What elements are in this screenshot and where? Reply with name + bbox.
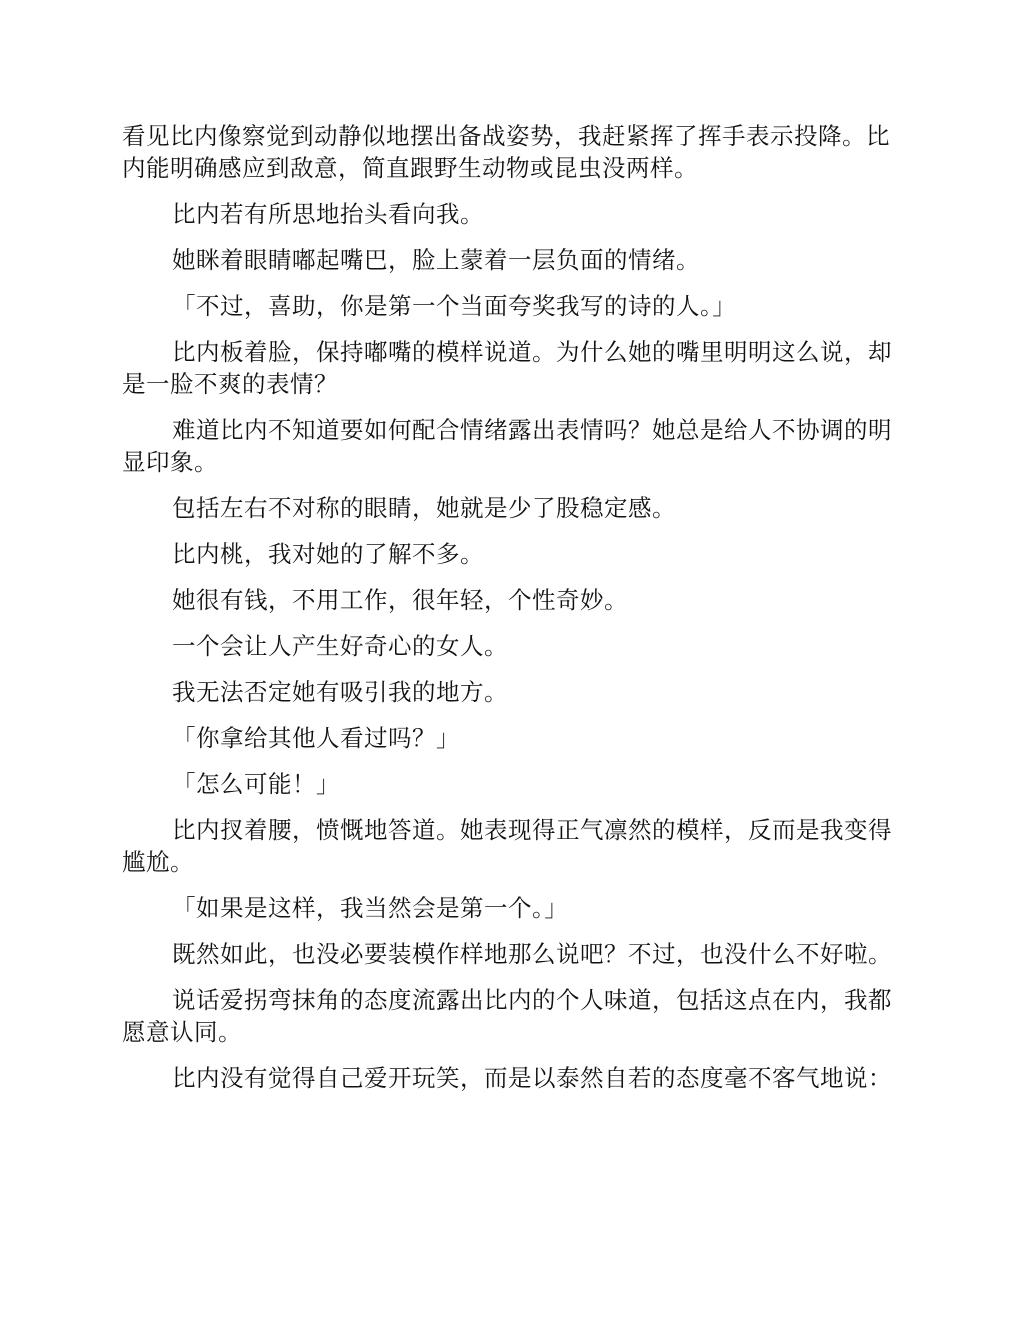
paragraph: 她眯着眼睛嘟起嘴巴，脸上蒙着一层负面的情绪。 <box>172 246 700 274</box>
paragraph: 比内若有所思地抬头看向我。 <box>172 200 484 228</box>
paragraph: 既然如此，也没必要装模作样地那么说吧？不过，也没什么不好啦。 <box>172 940 892 968</box>
paragraph: 包括左右不对称的眼睛，她就是少了股稳定感。 <box>172 494 676 522</box>
paragraph: 她很有钱，不用工作，很年轻，个性奇妙。 <box>172 586 628 614</box>
paragraph: 说话爱拐弯抹角的态度流露出比内的个人味道，包括这点在内，我都愿意认同。 <box>122 986 892 1046</box>
paragraph: 比内板着脸，保持嘟嘴的模样说道。为什么她的嘴里明明这么说，却是一脸不爽的表情？ <box>122 338 892 398</box>
paragraph: 比内扠着腰，愤慨地答道。她表现得正气凛然的模样，反而是我变得尴尬。 <box>122 816 892 876</box>
dialogue-paragraph: 「如果是这样，我当然会是第一个。」 <box>172 894 569 922</box>
paragraph: 一个会让人产生好奇心的女人。 <box>172 632 508 660</box>
dialogue-paragraph: 「你拿给其他人看过吗？」 <box>172 724 460 752</box>
paragraph: 比内桃，我对她的了解不多。 <box>172 540 484 568</box>
dialogue-paragraph: 「不过，喜助，你是第一个当面夸奖我写的诗的人。」 <box>172 292 737 320</box>
paragraph: 我无法否定她有吸引我的地方。 <box>172 678 508 706</box>
dialogue-paragraph: 「怎么可能！」 <box>172 770 340 798</box>
paragraph: 看见比内像察觉到动静似地摆出备战姿势，我赶紧挥了挥手表示投降。比内能明确感应到敌意，简直跟野生动物或昆虫没两样。 <box>122 122 890 182</box>
document-page <box>122 120 898 1108</box>
paragraph: 难道比内不知道要如何配合情绪露出表情吗？她总是给人不协调的明显印象。 <box>122 416 892 476</box>
paragraph: 比内没有觉得自己爱开玩笑，而是以泰然自若的态度毫不客气地说： <box>172 1064 892 1092</box>
